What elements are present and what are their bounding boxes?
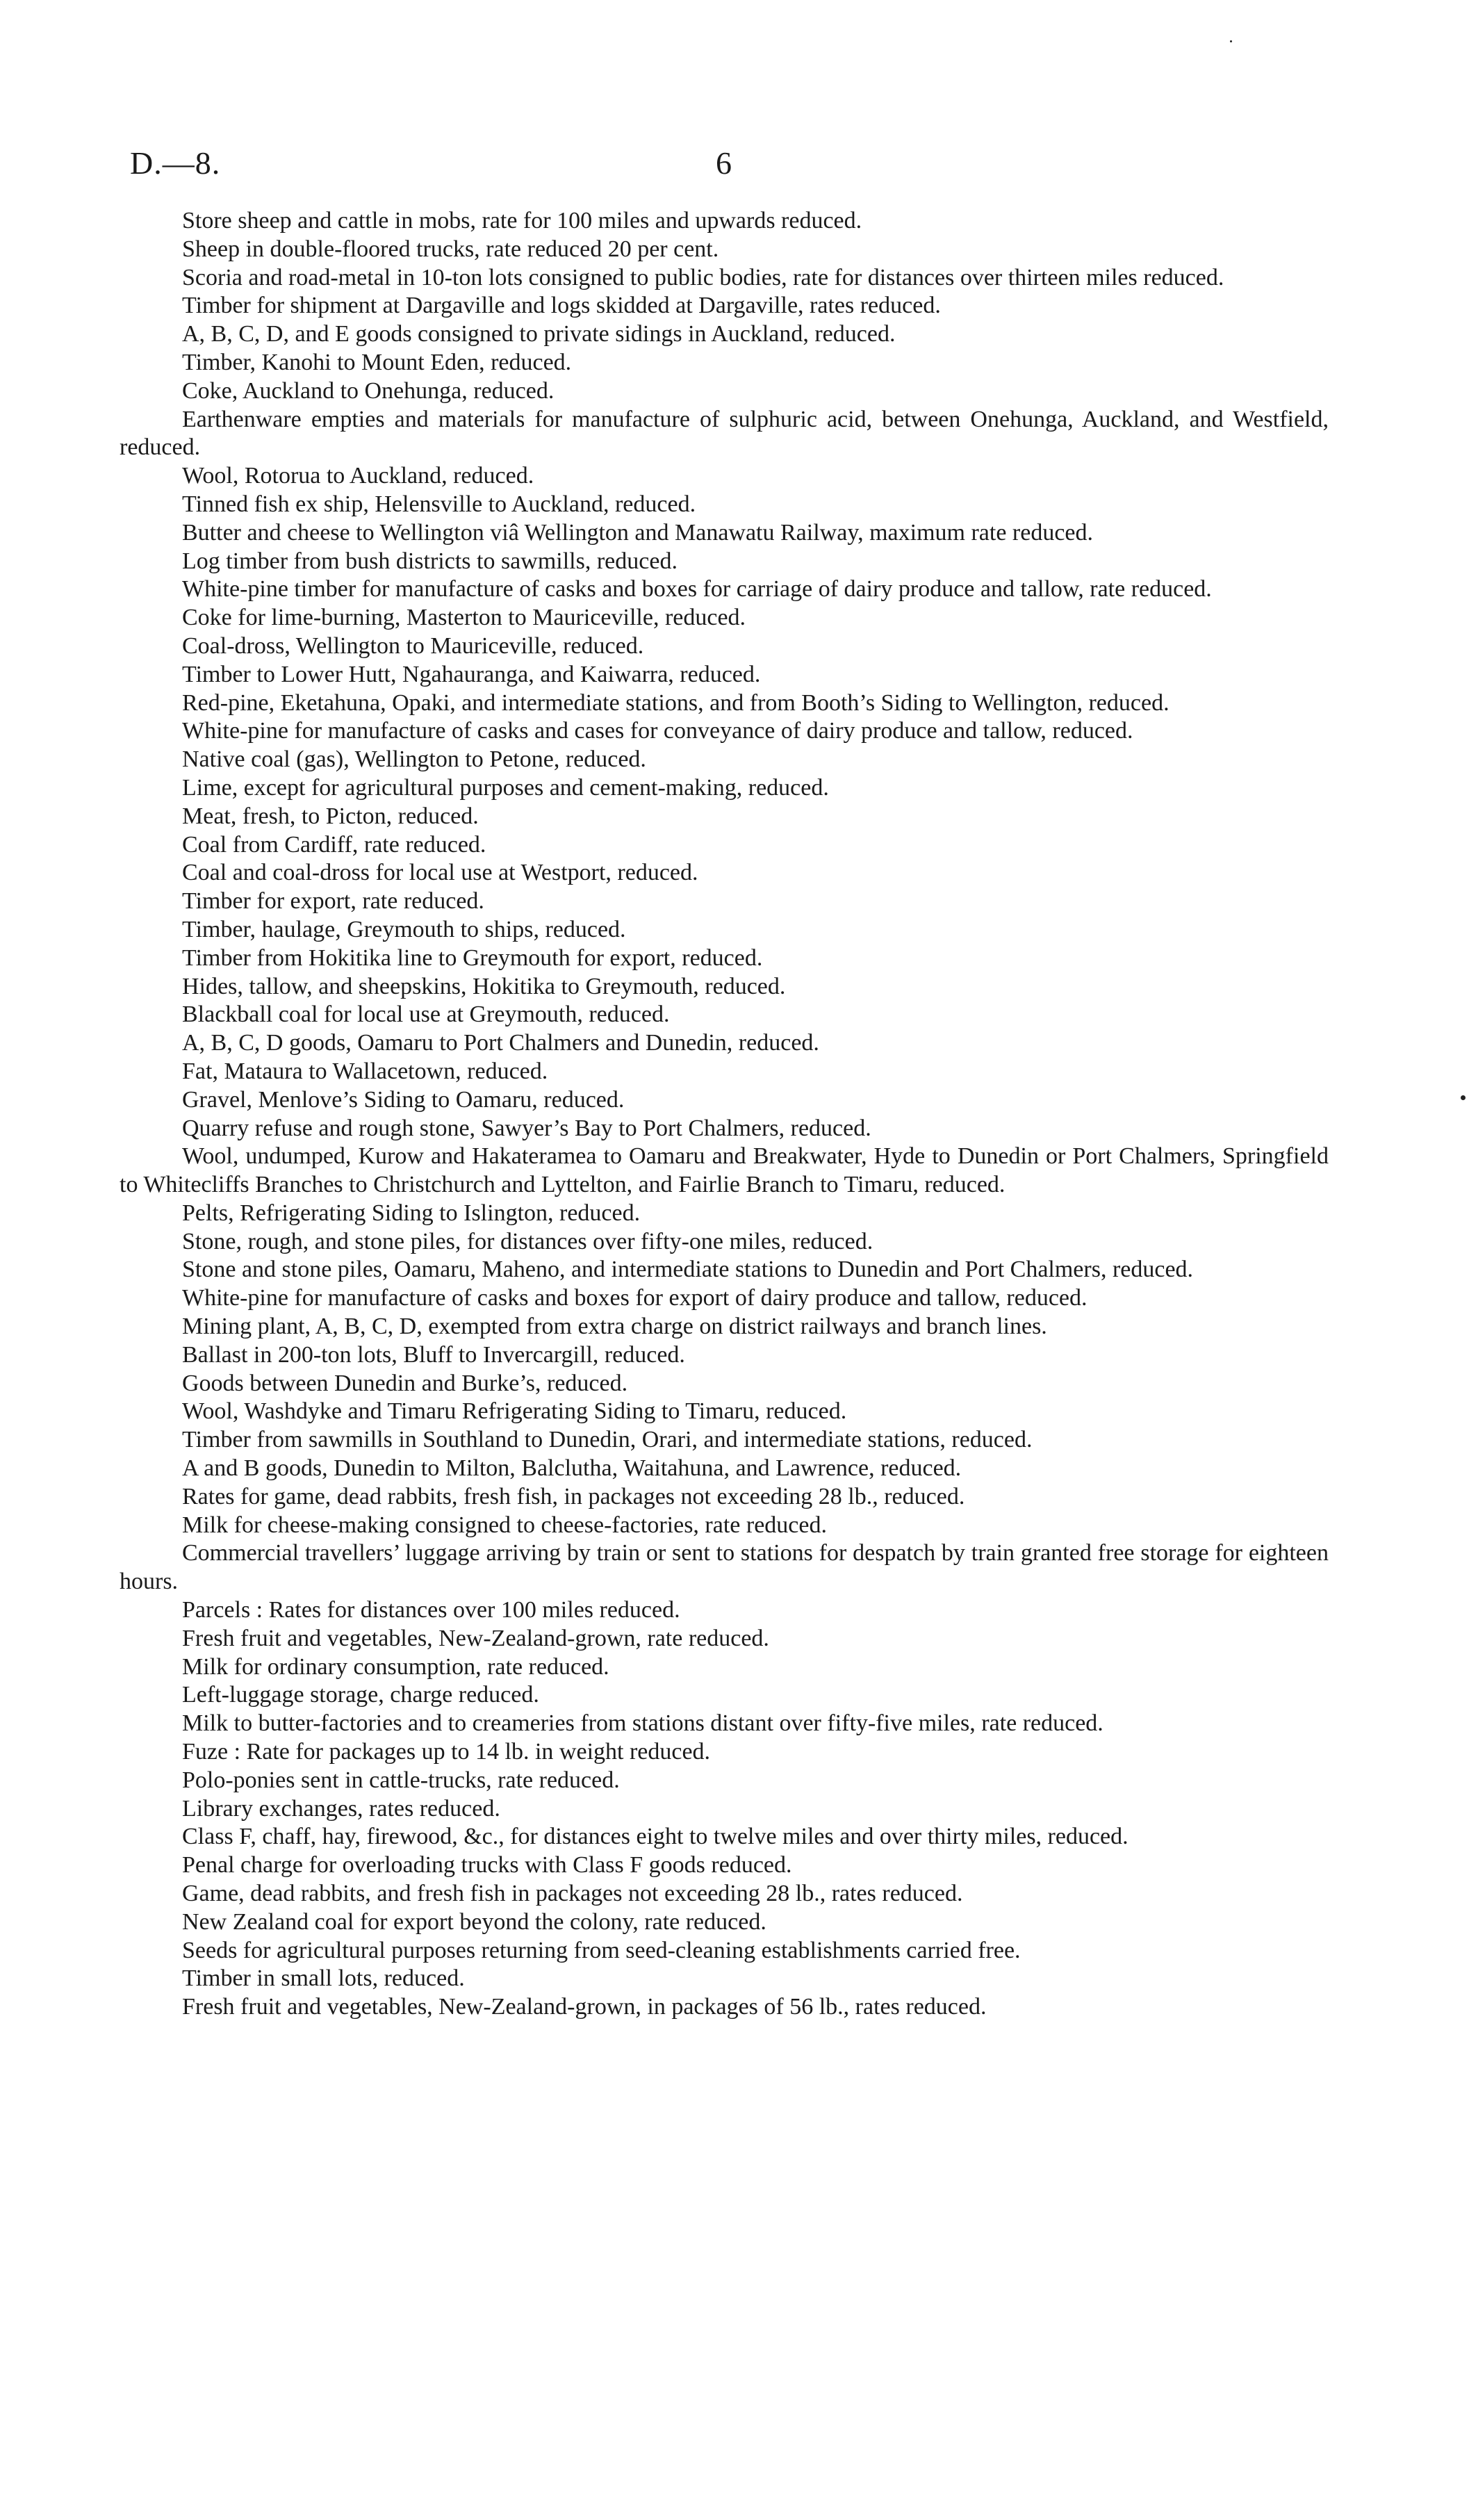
list-item: Hides, tallow, and sheepskins, Hokitika to Greymouth, reduced. bbox=[182, 973, 786, 999]
list-item: Penal charge for overloading trucks with Class F goods reduced. bbox=[182, 1852, 792, 1879]
list-item: New Zealand coal for export beyond the colony, rate reduced. bbox=[182, 1908, 766, 1935]
list-item: Wool, Rotorua to Auckland, reduced. bbox=[182, 463, 534, 489]
list-item: White-pine for manufacture of casks and cases for conveyance of dairy produce and tallow, reduced. bbox=[182, 718, 1133, 744]
list-item: Fuze : Rate for packages up to 14 lb. in weight reduced. bbox=[182, 1739, 711, 1765]
list-item: Left-luggage storage, charge reduced. bbox=[182, 1682, 539, 1708]
list-item: Native coal (gas), Wellington to Petone, reduced. bbox=[182, 746, 646, 773]
list-item: A, B, C, D goods, Oamaru to Port Chalmers and Dunedin, reduced. bbox=[182, 1030, 819, 1056]
list-item: Goods between Dunedin and Burke’s, reduced. bbox=[182, 1370, 628, 1396]
list-item: Red-pine, Eketahuna, Opaki, and intermediate stations, and from Booth’s Siding to Wellington, reduced. bbox=[182, 689, 1170, 716]
list-item: Ballast in 200-ton lots, Bluff to Invercargill, reduced. bbox=[182, 1341, 685, 1368]
list-item: Rates for game, dead rabbits, fresh fish, in packages not exceeding 28 lb., reduced. bbox=[182, 1483, 965, 1509]
list-item: Fresh fruit and vegetables, New-Zealand-grown, in packages of 56 lb., rates reduced. bbox=[182, 1994, 987, 2020]
page-number: 6 bbox=[716, 145, 732, 181]
list-item: Milk for ordinary consumption, rate reduced. bbox=[182, 1653, 609, 1680]
list-item: Sheep in double-floored trucks, rate reduced 20 per cent. bbox=[182, 236, 719, 262]
list-item: Wool, undumped, Kurow and Hakateramea to Oamaru and Breakwater, Hyde to Dunedin or Port Chalmers, Springfield to Whitecliffs Branches to Christchurch and Lyttelton, and Fairlie Branch to Timaru, reduced. bbox=[120, 1143, 1329, 1198]
list-item: Commercial travellers’ luggage arriving by train or sent to stations for despatch by train granted free storage for eighteen hours. bbox=[120, 1540, 1329, 1595]
list-item: Store sheep and cattle in mobs, rate for 100 miles and upwards reduced. bbox=[182, 208, 862, 234]
rate-reductions-list bbox=[120, 207, 1329, 2022]
page-reference: D.—8. bbox=[130, 145, 221, 181]
list-item: Timber for shipment at Dargaville and logs skidded at Dargaville, rates reduced. bbox=[182, 293, 941, 319]
list-item: Timber in small lots, reduced. bbox=[182, 1965, 465, 1992]
list-item: Lime, except for agricultural purposes and cement-making, reduced. bbox=[182, 774, 829, 801]
list-item: Blackball coal for local use at Greymouth, reduced. bbox=[182, 1001, 670, 1028]
list-item: Mining plant, A, B, C, D, exempted from extra charge on district railways and branch lines. bbox=[182, 1314, 1047, 1340]
list-item: Fresh fruit and vegetables, New-Zealand-grown, rate reduced. bbox=[182, 1625, 769, 1651]
list-item: Coal from Cardiff, rate reduced. bbox=[182, 831, 486, 858]
list-item: Coke, Auckland to Onehunga, reduced. bbox=[182, 377, 555, 404]
list-item: Seeds for agricultural purposes returning from seed-cleaning establishments carried free. bbox=[182, 1937, 1021, 1963]
list-item: Timber for export, rate reduced. bbox=[182, 888, 484, 915]
list-item: A, B, C, D, and E goods consigned to private sidings in Auckland, reduced. bbox=[182, 321, 896, 347]
list-item: Library exchanges, rates reduced. bbox=[182, 1795, 500, 1822]
list-item: Timber, Kanohi to Mount Eden, reduced. bbox=[182, 349, 572, 375]
list-item: Stone and stone piles, Oamaru, Maheno, and intermediate stations to Dunedin and Port Chalmers, reduced. bbox=[182, 1257, 1194, 1283]
list-item: Game, dead rabbits, and fresh fish in packages not exceeding 28 lb., rates reduced. bbox=[182, 1881, 963, 1907]
list-item: Stone, rough, and stone piles, for distances over fifty-one miles, reduced. bbox=[182, 1228, 873, 1254]
list-item: Parcels : Rates for distances over 100 miles reduced. bbox=[182, 1597, 680, 1623]
list-item: Log timber from bush districts to sawmills, reduced. bbox=[182, 548, 678, 574]
list-item: Tinned fish ex ship, Helensville to Auckland, reduced. bbox=[182, 491, 696, 517]
list-item: Timber, haulage, Greymouth to ships, reduced. bbox=[182, 916, 626, 942]
scan-speck bbox=[1230, 40, 1232, 42]
list-item: Earthenware empties and materials for manufacture of sulphuric acid, between Onehunga, Auckland, and Westfield, reduced. bbox=[120, 406, 1329, 461]
list-item: Coal and coal-dross for local use at Westport, reduced. bbox=[182, 860, 698, 886]
list-item: Quarry refuse and rough stone, Sawyer’s Bay to Port Chalmers, reduced. bbox=[182, 1115, 871, 1141]
list-item: Timber from Hokitika line to Greymouth for export, reduced. bbox=[182, 944, 763, 971]
list-item: Class F, chaff, hay, firewood, &c., for distances eight to twelve miles and over thirty miles, reduced. bbox=[182, 1824, 1129, 1850]
list-item: Pelts, Refrigerating Siding to Islington, reduced. bbox=[182, 1200, 641, 1226]
list-item: Timber to Lower Hutt, Ngahauranga, and Kaiwarra, reduced. bbox=[182, 661, 761, 687]
list-item: Timber from sawmills in Southland to Dunedin, Orari, and intermediate stations, reduced. bbox=[182, 1427, 1033, 1453]
list-item: Gravel, Menlove’s Siding to Oamaru, reduced. bbox=[182, 1086, 625, 1113]
list-item: White-pine timber for manufacture of casks and boxes for carriage of dairy produce and tallow, rate reduced. bbox=[182, 576, 1212, 603]
scan-speck bbox=[1461, 1095, 1466, 1100]
list-item: Fat, Mataura to Wallacetown, reduced. bbox=[182, 1058, 548, 1084]
list-item: Milk to butter-factories and to creameries from stations distant over fifty-five miles, rate reduced. bbox=[182, 1710, 1103, 1737]
list-item: Coal-dross, Wellington to Mauriceville, reduced. bbox=[182, 632, 644, 659]
list-item: White-pine for manufacture of casks and boxes for export of dairy produce and tallow, reduced. bbox=[182, 1285, 1088, 1311]
list-item: Coke for lime-burning, Masterton to Mauriceville, reduced. bbox=[182, 605, 746, 631]
list-item: A and B goods, Dunedin to Milton, Balclutha, Waitahuna, and Lawrence, reduced. bbox=[182, 1455, 962, 1482]
list-item: Scoria and road-metal in 10-ton lots consigned to public bodies, rate for distances over thirteen miles reduced. bbox=[182, 264, 1224, 291]
list-item: Wool, Washdyke and Timaru Refrigerating Siding to Timaru, reduced. bbox=[182, 1398, 847, 1425]
list-item: Meat, fresh, to Picton, reduced. bbox=[182, 803, 479, 829]
list-item: Polo-ponies sent in cattle-trucks, rate reduced. bbox=[182, 1767, 620, 1793]
list-item: Butter and cheese to Wellington viâ Wellington and Manawatu Railway, maximum rate reduced. bbox=[182, 519, 1094, 546]
list-item: Milk for cheese-making consigned to cheese-factories, rate reduced. bbox=[182, 1512, 827, 1538]
